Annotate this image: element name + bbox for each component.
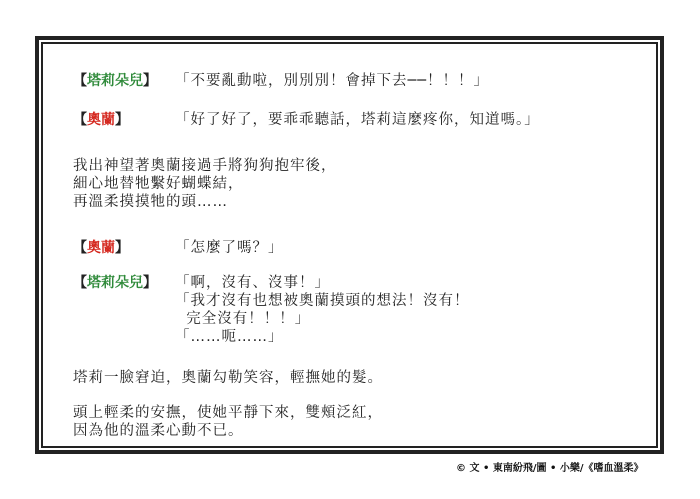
narration-line: 頭上輕柔的安撫，使她平靜下來，雙頰泛紅， xyxy=(73,405,383,421)
text-panel xyxy=(41,42,658,448)
speaker-name: 奧蘭 xyxy=(87,112,115,128)
narration-line: 我出神望著奧蘭接過手將狗狗抱牢後， xyxy=(73,158,337,174)
speaker-label: 【奧蘭】 xyxy=(73,240,129,256)
dialogue-line: 「我才沒有也想被奧蘭摸頭的想法！沒有！ xyxy=(175,293,470,309)
dialogue-line: 「……呃……」 xyxy=(175,329,284,345)
speaker-name: 塔莉朵兒 xyxy=(87,73,143,89)
page-frame xyxy=(35,36,664,454)
frame-gap xyxy=(39,40,660,450)
speaker-label: 【奧蘭】 xyxy=(73,112,129,128)
speaker-label: 【塔莉朵兒】 xyxy=(73,73,157,89)
speaker-name: 奧蘭 xyxy=(87,240,115,256)
credit-line: © 文 • 東南紛飛/圖 • 小樂/《嗜血溫柔》 xyxy=(456,463,644,474)
dialogue-line: 「不要亂動啦，別別別！會掉下去──！！！」 xyxy=(175,73,489,89)
dialogue-line: 「啊，沒有、沒事！」 xyxy=(175,275,330,291)
speaker-label: 【塔莉朵兒】 xyxy=(73,275,157,291)
dialogue-line: 「怎麼了嗎？」 xyxy=(175,240,284,256)
dialogue-line: 「好了好了，要乖乖聽話，塔莉這麼疼你，知道嗎。」 xyxy=(175,112,540,128)
narration-line: 細心地替牠繫好蝴蝶結， xyxy=(73,176,244,192)
narration-line: 因為他的溫柔心動不已。 xyxy=(73,423,244,439)
narration-line: 再溫柔摸摸牠的頭…… xyxy=(73,194,228,210)
dialogue-line: 完全沒有！！！」 xyxy=(175,311,311,327)
speaker-name: 塔莉朵兒 xyxy=(87,275,143,291)
narration-line: 塔莉一臉窘迫，奧蘭勾勒笑容，輕撫她的髮。 xyxy=(73,370,383,386)
